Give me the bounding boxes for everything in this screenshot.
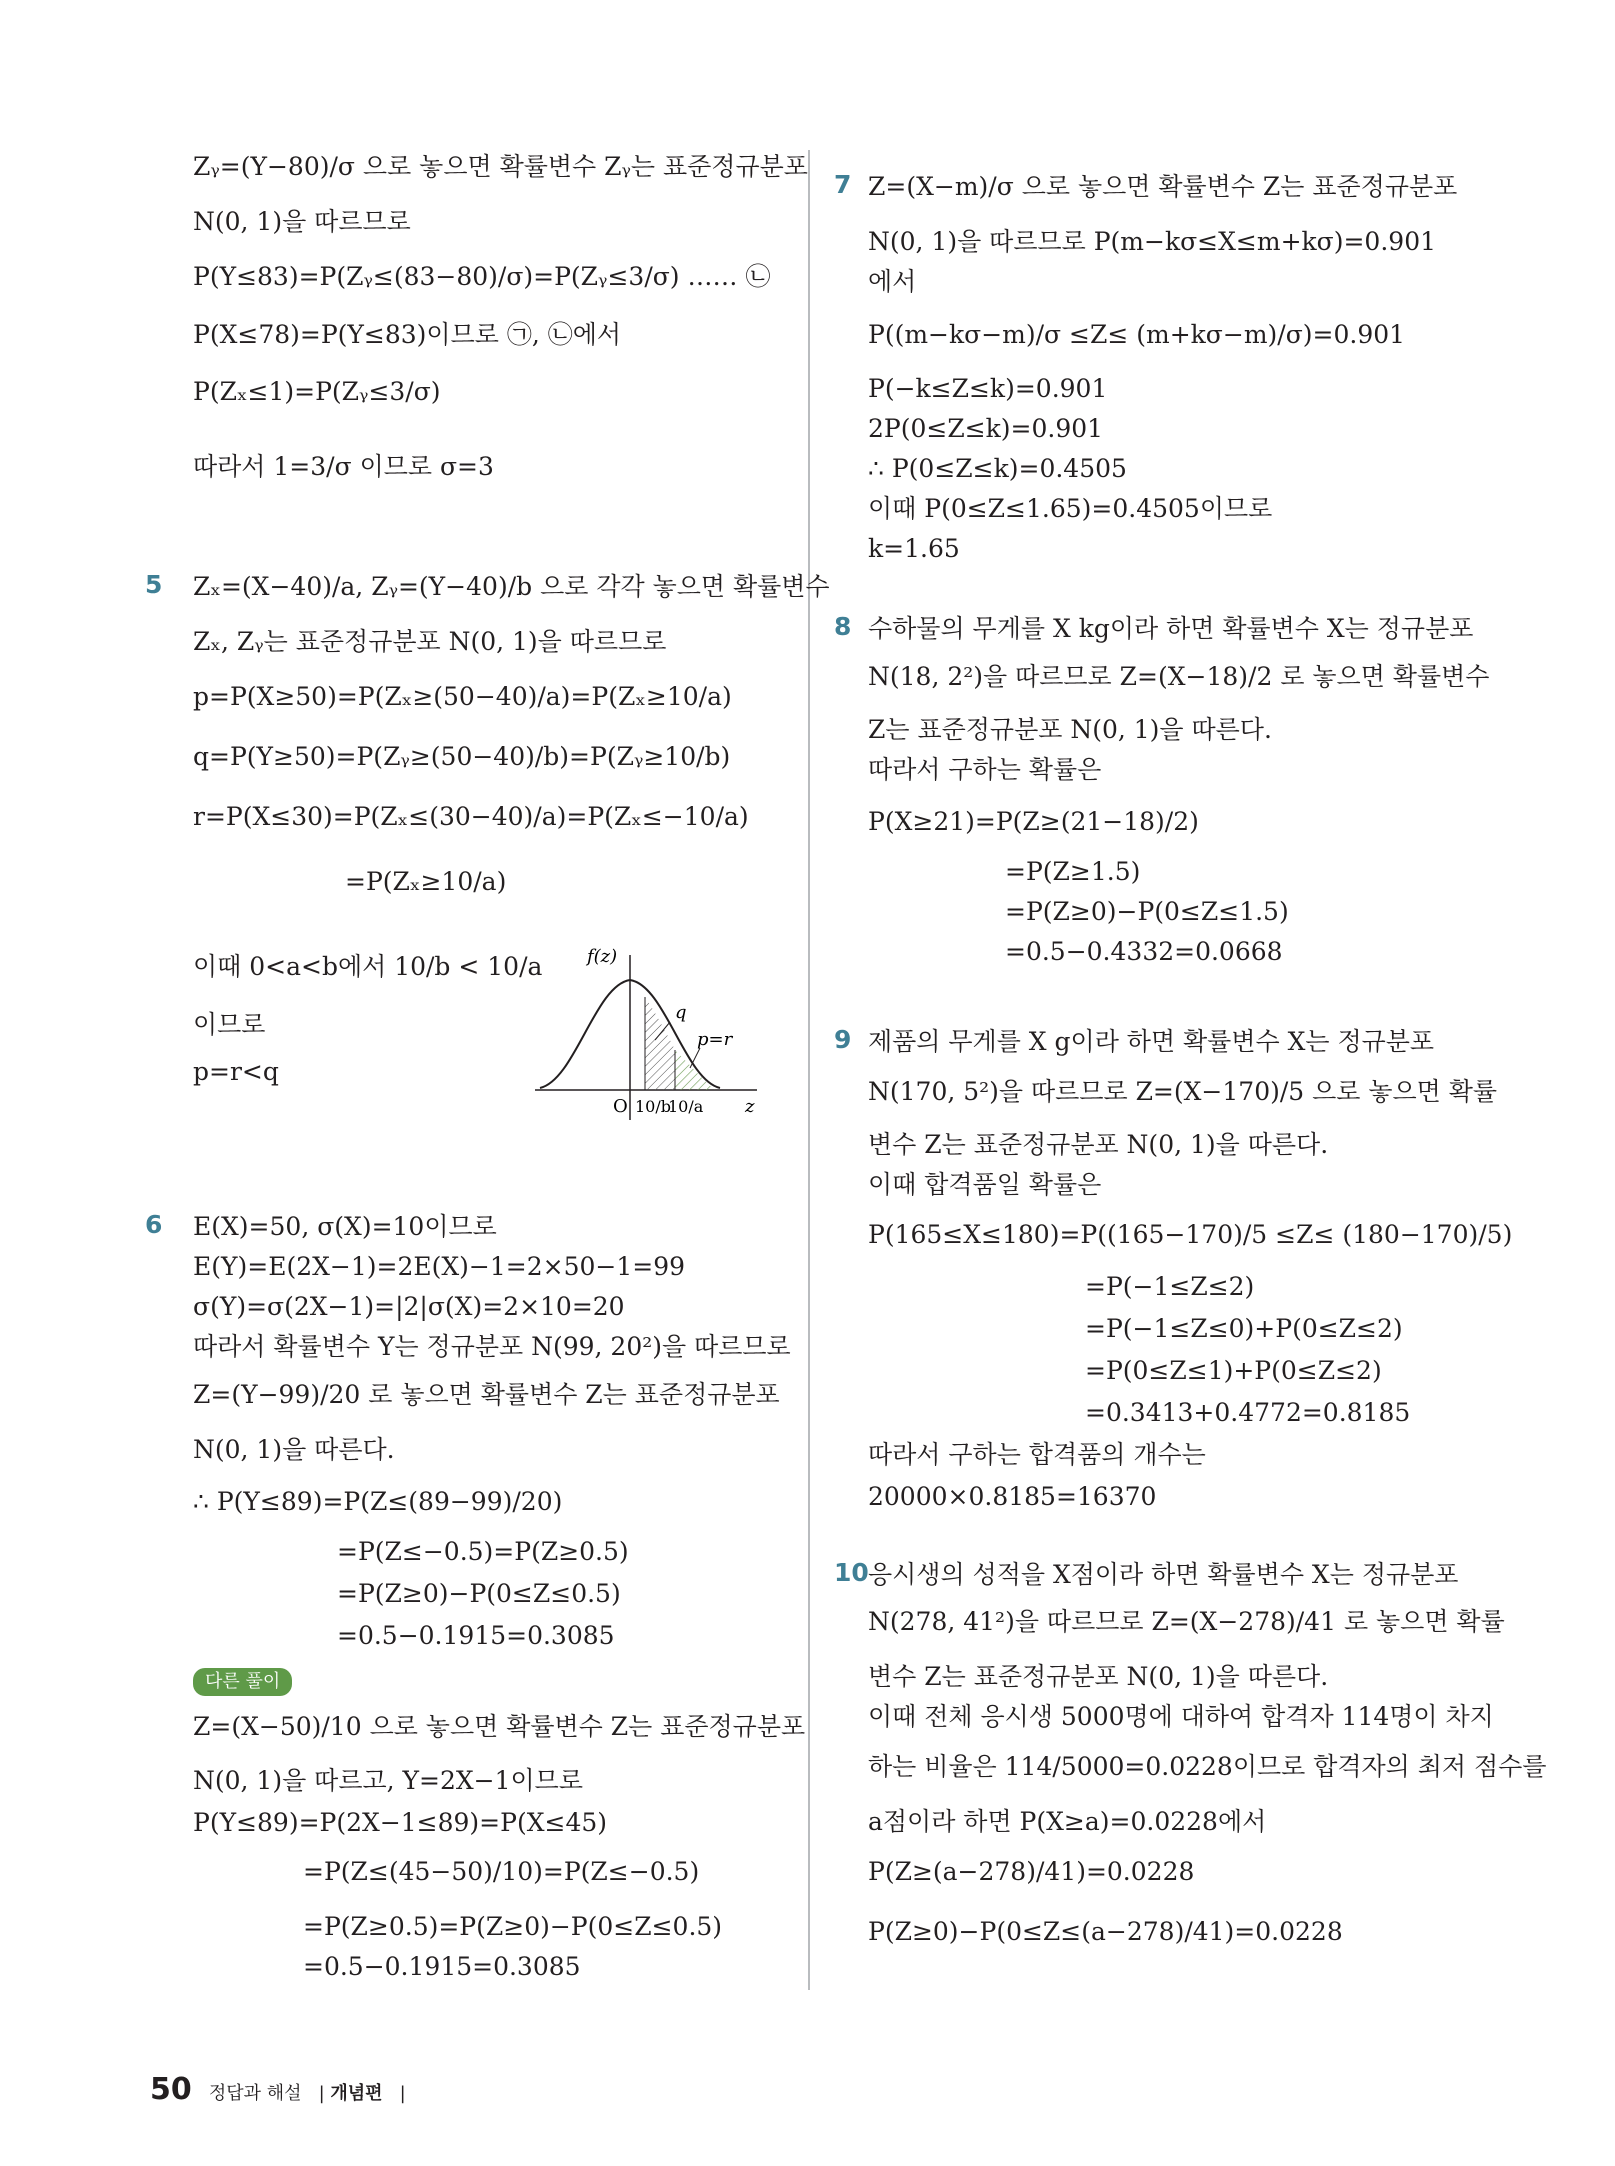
label-p-eq-r: p=r: [697, 1029, 733, 1050]
text-line: 2P(0≤Z≤k)=0.901: [868, 414, 1104, 443]
alt-solution-badge: 다른 풀이: [193, 1668, 292, 1696]
text-line: 이때 전체 응시생 5000명에 대하여 합격자 114명이 차지: [868, 1702, 1494, 1731]
label-origin: O: [613, 1096, 628, 1117]
section-title: 개념편: [330, 2083, 383, 2104]
text-line: k=1.65: [868, 534, 960, 563]
text-line: P(−k≤Z≤k)=0.901: [868, 374, 1108, 403]
label-fz: f(z): [587, 946, 618, 967]
text-line: p=r<q: [193, 1057, 279, 1086]
problem-number-8: 8: [834, 612, 852, 641]
problem-number-9: 9: [834, 1025, 852, 1054]
label-z: z: [745, 1096, 755, 1117]
text-line: =P(−1≤Z≤2): [1085, 1272, 1255, 1301]
text-line: 하는 비율은 114/5000=0.0228이므로 합격자의 최저 점수를: [868, 1752, 1547, 1781]
text-line: =P(Z≤(45−50)/10)=P(Z≤−0.5): [303, 1857, 700, 1886]
text-line: P((m−kσ−m)/σ ≤Z≤ (m+kσ−m)/σ)=0.901: [868, 320, 1406, 349]
text-line: Zₓ, Zᵧ는 표준정규분포 N(0, 1)을 따르므로: [193, 627, 667, 656]
text-line: N(0, 1)을 따르므로: [193, 207, 411, 236]
text-line: =P(−1≤Z≤0)+P(0≤Z≤2): [1085, 1314, 1403, 1343]
text-line: 이때 합격품일 확률은: [868, 1170, 1102, 1199]
text-line: =0.5−0.1915=0.3085: [303, 1952, 581, 1981]
text-line: Z=(X−m)/σ 으로 놓으면 확률변수 Z는 표준정규분포: [868, 172, 1458, 201]
text-line: =0.3413+0.4772=0.8185: [1085, 1398, 1411, 1427]
column-divider: [808, 150, 810, 1990]
text-line: Zᵧ=(Y−80)/σ 으로 놓으면 확률변수 Zᵧ는 표준정규분포: [193, 152, 808, 181]
text-line: 따라서 확률변수 Y는 정규분포 N(99, 20²)을 따르므로: [193, 1332, 791, 1361]
text-line: ∴ P(0≤Z≤k)=0.4505: [868, 454, 1127, 483]
text-line: E(Y)=E(2X−1)=2E(X)−1=2×50−1=99: [193, 1252, 686, 1281]
text-line: Zₓ=(X−40)/a, Zᵧ=(Y−40)/b 으로 각각 놓으면 확률변수: [193, 572, 830, 601]
text-line: 변수 Z는 표준정규분포 N(0, 1)을 따른다.: [868, 1130, 1329, 1159]
text-line: 이때 P(0≤Z≤1.65)=0.4505이므로: [868, 494, 1273, 523]
text-line: 20000×0.8185=16370: [868, 1482, 1157, 1511]
book-title: 정답과 해설: [208, 2083, 302, 2104]
text-line: =P(Z≥1.5): [1005, 857, 1141, 886]
text-line: N(18, 2²)을 따르므로 Z=(X−18)/2 로 놓으면 확률변수: [868, 662, 1490, 691]
text-line: N(0, 1)을 따르고, Y=2X−1이므로: [193, 1766, 583, 1795]
text-line: 응시생의 성적을 X점이라 하면 확률변수 X는 정규분포: [868, 1560, 1459, 1589]
area-pr-hatch: [675, 1050, 715, 1090]
text-line: P(Zₓ≤1)=P(Zᵧ≤3/σ): [193, 377, 441, 406]
text-line: =P(Z≤−0.5)=P(Z≥0.5): [337, 1537, 629, 1566]
problem-number-5: 5: [145, 570, 163, 599]
text-line: P(Z≥(a−278)/41)=0.0228: [868, 1857, 1195, 1886]
text-line: P(165≤X≤180)=P((165−170)/5 ≤Z≤ (180−170)/5): [868, 1220, 1513, 1249]
text-line: Z는 표준정규분포 N(0, 1)을 따른다.: [868, 715, 1272, 744]
page-footer: 50 정답과 해설 | 개념편 |: [150, 2072, 406, 2107]
text-line: N(0, 1)을 따르므로 P(m−kσ≤X≤m+kσ)=0.901: [868, 227, 1437, 256]
text-line: =P(0≤Z≤1)+P(0≤Z≤2): [1085, 1356, 1382, 1385]
text-line: 수하물의 무게를 X kg이라 하면 확률변수 X는 정규분포: [868, 614, 1474, 643]
text-line: E(X)=50, σ(X)=10이므로: [193, 1212, 497, 1241]
text-line: σ(Y)=σ(2X−1)=|2|σ(X)=2×10=20: [193, 1292, 625, 1321]
text-line: 변수 Z는 표준정규분포 N(0, 1)을 따른다.: [868, 1662, 1329, 1691]
text-line: Z=(Y−99)/20 로 놓으면 확률변수 Z는 표준정규분포: [193, 1380, 780, 1409]
text-line: P(X≥21)=P(Z≥(21−18)/2): [868, 807, 1199, 836]
problem-number-6: 6: [145, 1210, 163, 1239]
text-line: =P(Zₓ≥10/a): [345, 867, 507, 896]
problem-number-7: 7: [834, 170, 852, 199]
text-line: 에서: [868, 267, 917, 296]
text-line: P(Y≤83)=P(Zᵧ≤(83−80)/σ)=P(Zᵧ≤3/σ) …… ㉡: [193, 262, 771, 291]
text-line: p=P(X≥50)=P(Zₓ≥(50−40)/a)=P(Zₓ≥10/a): [193, 682, 732, 711]
text-line: N(0, 1)을 따른다.: [193, 1435, 395, 1464]
problem-number-10: 10: [834, 1558, 869, 1587]
text-line: Z=(X−50)/10 으로 놓으면 확률변수 Z는 표준정규분포: [193, 1712, 806, 1741]
page-number: 50: [150, 2072, 192, 2107]
tick-label-10-over-a: 10/a: [668, 1097, 704, 1116]
text-line: a점이라 하면 P(X≥a)=0.0228에서: [868, 1807, 1267, 1836]
text-line: P(X≤78)=P(Y≤83)이므로 ㉠, ㉡에서: [193, 320, 622, 349]
text-line: 제품의 무게를 X g이라 하면 확률변수 X는 정규분포: [868, 1027, 1435, 1056]
text-line: =P(Z≥0)−P(0≤Z≤1.5): [1005, 897, 1289, 926]
text-line: ∴ P(Y≤89)=P(Z≤(89−99)/20): [193, 1487, 563, 1516]
text-line: q=P(Y≥50)=P(Zᵧ≥(50−40)/b)=P(Zᵧ≥10/b): [193, 742, 731, 771]
text-line: P(Z≥0)−P(0≤Z≤(a−278)/41)=0.0228: [868, 1917, 1343, 1946]
text-line: P(Y≤89)=P(2X−1≤89)=P(X≤45): [193, 1808, 608, 1837]
text-line: =0.5−0.1915=0.3085: [337, 1621, 615, 1650]
text-line: r=P(X≤30)=P(Zₓ≤(30−40)/a)=P(Zₓ≤−10/a): [193, 802, 749, 831]
text-line: =P(Z≥0)−P(0≤Z≤0.5): [337, 1579, 621, 1608]
text-line: =0.5−0.4332=0.0668: [1005, 937, 1283, 966]
area-q-hatch: [645, 997, 675, 1090]
tick-label-10-over-b: 10/b: [635, 1097, 671, 1116]
text-line: N(170, 5²)을 따르므로 Z=(X−170)/5 으로 놓으면 확률: [868, 1077, 1498, 1106]
text-line: 따라서 1=3/σ 이므로 σ=3: [193, 452, 494, 481]
text-line: 따라서 구하는 확률은: [868, 755, 1102, 784]
pointer-pr: [690, 1048, 700, 1068]
text-line: 이므로: [193, 1010, 266, 1039]
label-q: q: [675, 1002, 687, 1023]
normal-distribution-graph: [525, 940, 765, 1140]
text-line: N(278, 41²)을 따르므로 Z=(X−278)/41 로 놓으면 확률: [868, 1607, 1505, 1636]
text-line: =P(Z≥0.5)=P(Z≥0)−P(0≤Z≤0.5): [303, 1912, 723, 1941]
text-line: 따라서 구하는 합격품의 개수는: [868, 1440, 1206, 1469]
text-line: 이때 0<a<b에서 10/b < 10/a: [193, 952, 543, 981]
